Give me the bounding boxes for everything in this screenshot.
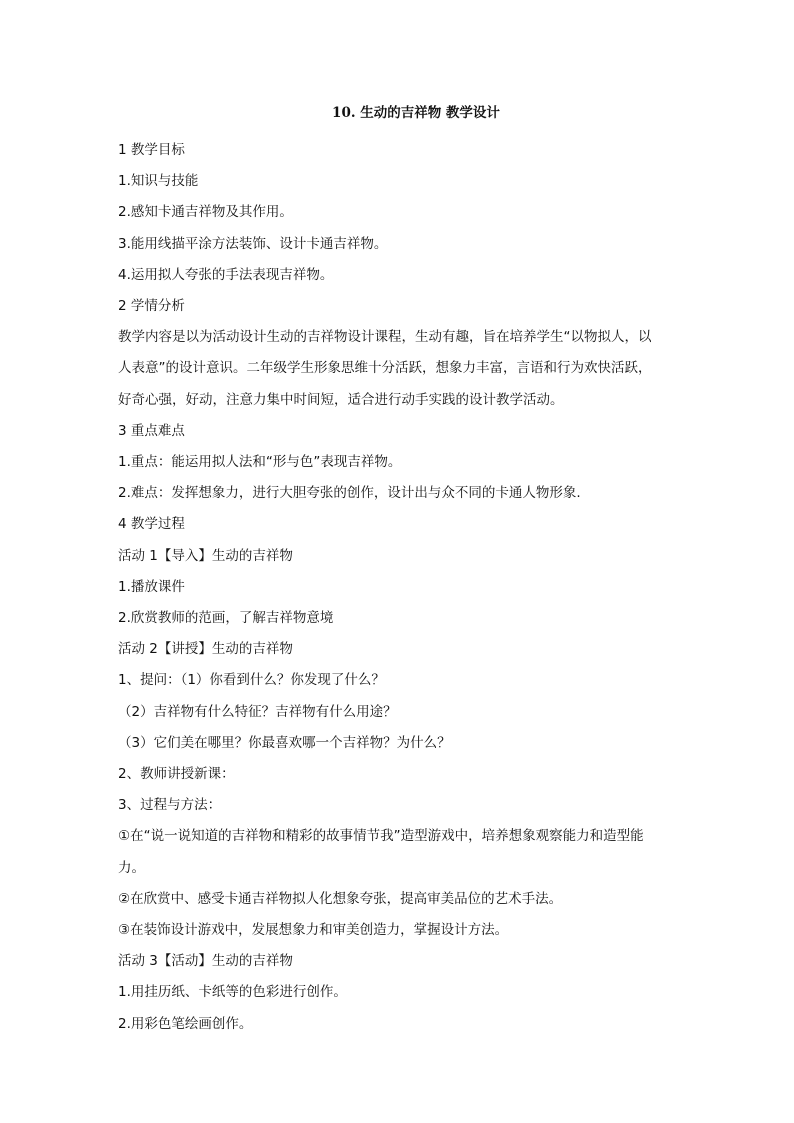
- document-title: 10. 生动的吉祥物 教学设计: [332, 105, 500, 121]
- activity-heading: 活动 3【活动】生动的吉祥物: [118, 953, 293, 970]
- activity-step: 2.欣赏教师的范画，了解吉祥物意境: [118, 610, 334, 627]
- method-item: ①在“说一说知道的吉祥物和精彩的故事情节我”造型游戏中，培养想象观察能力和造型能: [118, 828, 644, 845]
- section-heading-key-points: 3 重点难点: [118, 422, 185, 439]
- objective-item: 3.能用线描平涂方法装饰、设计卡通吉祥物。: [118, 235, 388, 252]
- objective-item: 2.感知卡通吉祥物及其作用。: [118, 204, 293, 221]
- objective-item: 1.知识与技能: [118, 173, 199, 190]
- activity-heading: 活动 2【讲授】生动的吉祥物: [118, 641, 293, 658]
- analysis-paragraph-line: 人表意”的设计意识。二年级学生形象思维十分活跃，想象力丰富，言语和行为欢快活跃，: [118, 360, 652, 377]
- activity-heading: 活动 1【导入】生动的吉祥物: [118, 547, 293, 564]
- analysis-paragraph-line: 好奇心强，好动，注意力集中时间短，适合进行动手实践的设计教学活动。: [118, 391, 564, 408]
- activity-step: （2）吉祥物有什么特征？吉祥物有什么用途？: [118, 703, 397, 720]
- section-heading-analysis: 2 学情分析: [118, 298, 185, 315]
- activity-step: 1、提问：（1）你看到什么？你发现了什么？: [118, 672, 385, 689]
- method-item: ③在装饰设计游戏中，发展想象力和审美创造力，掌握设计方法。: [118, 922, 509, 939]
- objective-item: 4.运用拟人夸张的手法表现吉祥物。: [118, 266, 334, 283]
- section-heading-objectives: 1 教学目标: [118, 142, 185, 158]
- activity-step: （3）它们美在哪里？你最喜欢哪一个吉祥物？为什么？: [118, 734, 451, 751]
- activity-step: 3、过程与方法：: [118, 797, 222, 814]
- activity-step: 1.用挂历纸、卡纸等的色彩进行创作。: [118, 984, 347, 1001]
- analysis-paragraph-line: 教学内容是以为活动设计生动的吉祥物设计课程，生动有趣，旨在培养学生“以物拟人，以: [118, 329, 652, 346]
- activity-step: 1.播放课件: [118, 578, 185, 595]
- section-heading-process: 4 教学过程: [118, 516, 185, 533]
- key-point-item: 1.重点：能运用拟人法和“形与色”表现吉祥物。: [118, 454, 402, 471]
- activity-step: 2.用彩色笔绘画创作。: [118, 1015, 253, 1032]
- activity-step: 2、教师讲授新课：: [118, 766, 235, 783]
- method-item: ②在欣赏中、感受卡通吉祥物拟人化想象夸张，提高审美品位的艺术手法。: [118, 890, 563, 907]
- key-point-item: 2.难点：发挥想象力，进行大胆夸张的创作，设计出与众不同的卡通人物形象.: [118, 485, 581, 502]
- method-item-continued: 力。: [118, 859, 145, 876]
